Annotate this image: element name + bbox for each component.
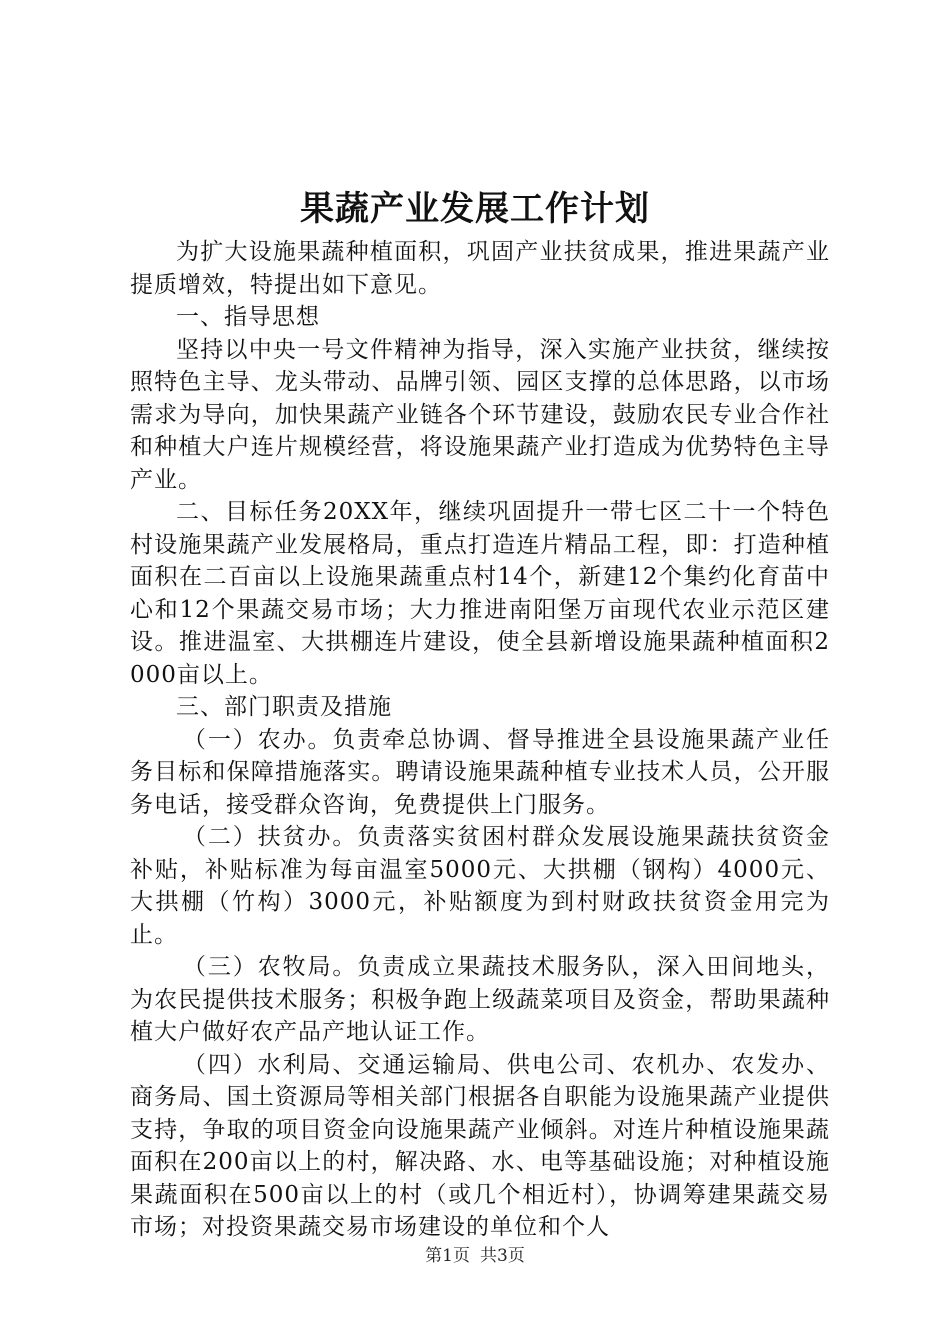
page-footer: [0, 1244, 950, 1268]
intro-paragraph: 为扩大设施果蔬种植面积，巩固产业扶贫成果，推进果蔬产业提质增效，特提出如下意见。: [130, 239, 830, 298]
section-heading-responsibilities: 三、部门职责及措施: [176, 694, 392, 720]
page-number: 第1页: [425, 1246, 470, 1266]
page-total: 共3页: [480, 1246, 525, 1266]
agriculture-bureau-paragraph: （三）农牧局。负责成立果蔬技术服务队，深入田间地头，为农民提供技术服务；积极争跑上级蔬菜项目及资金，帮助果蔬种植大户做好农产品产地认证工作。: [130, 954, 830, 1045]
target-tasks-paragraph: 二、目标任务20XX年，继续巩固提升一带七区二十一个特色村设施果蔬产业发展格局，重点打造连片精品工程，即：打造种植面积在二百亩以上设施果蔬重点村14个，新建12个集约化育苗中心和12个果蔬交易市场；大力推进南阳堡万亩现代农业示范区建设。推进温室、大拱棚连片建设，使全县新增设施果蔬种植面积2000亩以上。: [130, 499, 830, 688]
poverty-office-paragraph: （二）扶贫办。负责落实贫困村群众发展设施果蔬扶贫资金补贴，补贴标准为每亩温室5000元、大拱棚（钢构）4000元、大拱棚（竹构）3000元，补贴额度为到村财政扶贫资金用完为止。: [130, 824, 830, 948]
section-heading-guiding-thought: 一、指导思想: [176, 304, 320, 330]
agriculture-office-paragraph: （一）农办。负责牵总协调、督导推进全县设施果蔬产业任务目标和保障措施落实。聘请设施果蔬种植专业技术人员，公开服务电话，接受群众咨询，免费提供上门服务。: [130, 726, 830, 818]
document-body: [130, 236, 830, 1244]
related-departments-paragraph: （四）水利局、交通运输局、供电公司、农机办、农发办、商务局、国土资源局等相关部门根据各自职能为设施果蔬产业提供支持，争取的项目资金向设施果蔬产业倾斜。对连片种植设施果蔬面积在200亩以上的村，解决路、水、电等基础设施；对种植设施果蔬面积在500亩以上的村（或几个相近村），协调筹建果蔬交易市场；对投资果蔬交易市场建设的单位和个人: [130, 1051, 830, 1240]
document-title: 果蔬产业发展工作计划: [300, 189, 650, 229]
guiding-thought-paragraph: 坚持以中央一号文件精神为指导，深入实施产业扶贫，继续按照特色主导、龙头带动、品牌引领、园区支撑的总体思路，以市场需求为导向，加快果蔬产业链各个环节建设，鼓励农民专业合作社和种植大户连片规模经营，将设施果蔬产业打造成为优势特色主导产业。: [130, 336, 830, 493]
